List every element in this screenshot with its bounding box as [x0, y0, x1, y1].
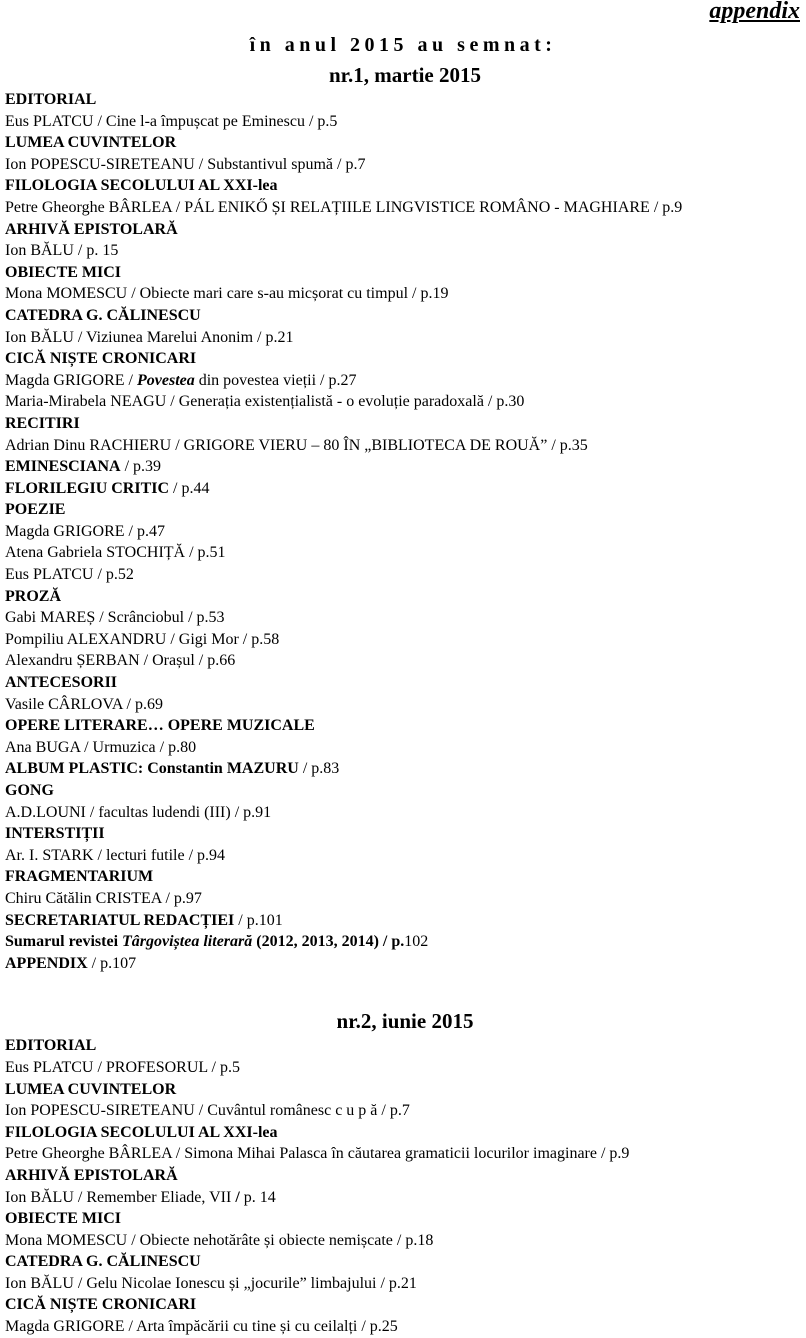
section-heading — [5, 866, 805, 888]
toc-entry — [5, 521, 805, 543]
toc-entry — [5, 1273, 805, 1295]
toc-entry — [5, 1100, 805, 1122]
text-run: Adrian Dinu RACHIERU / GRIGORE VIERU – 80 ÎN „BIBLIOTECA DE ROUĂ” / p.35 — [5, 436, 588, 454]
toc-entry — [5, 456, 805, 478]
table-of-contents — [5, 61, 805, 1338]
text-run: Atena Gabriela STOCHIȚĂ / p.51 — [5, 544, 226, 562]
text-run: APPENDIX — [5, 954, 88, 972]
text-run: Eus PLATCU / PROFESORUL / p.5 — [5, 1058, 240, 1076]
text-run: Ion BĂLU / Remember Eliade, VII — [5, 1188, 236, 1206]
section-heading — [5, 586, 805, 608]
toc-entry — [5, 435, 805, 457]
text-run: Magda GRIGORE / p.47 — [5, 522, 165, 540]
toc-entry — [5, 694, 805, 716]
text-run: EDITORIAL — [5, 1037, 97, 1055]
text-run: (2012, 2013, 2014) / p. — [252, 933, 405, 951]
section-heading — [5, 175, 805, 197]
text-run: CICĂ NIȘTE CRONICARI — [5, 350, 197, 368]
text-run: CATEDRA G. CĂLINESCU — [5, 1253, 201, 1271]
section-heading — [5, 499, 805, 521]
section-heading — [5, 413, 805, 435]
toc-entry — [5, 1143, 805, 1165]
section-heading — [5, 1294, 805, 1316]
text-run: Ion BĂLU / p. 15 — [5, 242, 119, 260]
section-heading — [5, 1165, 805, 1187]
toc-entry — [5, 1187, 805, 1209]
toc-entry — [5, 370, 805, 392]
text-run: RECITIRI — [5, 414, 80, 432]
text-run: CATEDRA G. CĂLINESCU — [5, 306, 201, 324]
text-run: Mona MOMESCU / Obiecte nehotărâte și obiecte nemișcate / p.18 — [5, 1231, 434, 1249]
text-run: A.D.LOUNI / facultas ludendi (III) / p.91 — [5, 803, 272, 821]
page-tag: appendix — [709, 0, 800, 24]
text-run: Petre Gheorghe BÂRLEA / PÁL ENIKŐ ȘI RELAȚIILE LINGVISTICE ROMÂNO - MAGHIARE / p.9 — [5, 198, 683, 216]
section-heading — [5, 348, 805, 370]
text-run: Chiru Cătălin CRISTEA / p.97 — [5, 889, 202, 907]
text-run: Eus PLATCU / Cine l-a împușcat pe Eminescu / p.5 — [5, 112, 338, 130]
section-heading — [5, 1122, 805, 1144]
text-run: Vasile CÂRLOVA / p.69 — [5, 695, 163, 713]
section-heading — [5, 89, 805, 111]
issue-heading: nr.1, martie 2015 — [328, 63, 482, 87]
text-run: FILOLOGIA SECOLULUI AL XXI-lea — [5, 177, 278, 195]
text-run: p. 14 — [239, 1188, 276, 1206]
toc-entry — [5, 111, 805, 133]
toc-entry — [5, 478, 805, 500]
text-run: Ana BUGA / Urmuzica / p.80 — [5, 738, 197, 756]
text-run: Povestea — [136, 371, 195, 389]
text-run: Sumarul revistei — [5, 933, 123, 951]
text-run: Ion BĂLU / Gelu Nicolae Ionescu și „jocurile” limbajului / p.21 — [5, 1274, 417, 1292]
text-run: GONG — [5, 782, 54, 799]
section-heading — [5, 305, 805, 327]
text-run: 102 — [404, 933, 429, 951]
text-run: OBIECTE MICI — [5, 263, 122, 281]
toc-entry — [5, 888, 805, 910]
toc-entry — [5, 629, 805, 651]
toc-entry — [5, 650, 805, 672]
toc-entry — [5, 240, 805, 262]
section-heading — [5, 1208, 805, 1230]
text-run: Pompiliu ALEXANDRU / Gigi Mor / p.58 — [5, 630, 280, 648]
text-run: PROZĂ — [5, 587, 61, 605]
section-heading — [5, 1251, 805, 1273]
text-run: / p.101 — [234, 911, 283, 929]
toc-entry — [5, 564, 805, 586]
text-run: FLORILEGIU CRITIC — [5, 479, 170, 497]
text-run: / p.39 — [120, 458, 162, 476]
text-run: FRAGMENTARIUM — [5, 868, 154, 886]
text-run: / p.107 — [87, 954, 137, 972]
toc-entry — [5, 391, 805, 413]
text-run: ARHIVĂ EPISTOLARĂ — [5, 1166, 178, 1184]
text-run: CICĂ NIȘTE CRONICARI — [5, 1296, 197, 1314]
text-run: / — [235, 1188, 240, 1206]
text-run: / p.44 — [169, 479, 210, 497]
toc-entry — [5, 910, 805, 932]
text-run: Magda GRIGORE / — [5, 371, 137, 389]
toc-entry — [5, 197, 805, 219]
toc-entry — [5, 1230, 805, 1252]
section-heading — [5, 1035, 805, 1057]
text-run: Maria-Mirabela NEAGU / Generația existențialistă - o evoluție paradoxală / p.30 — [5, 393, 525, 411]
toc-entry — [5, 953, 805, 975]
text-run: Ar. I. STARK / lecturi futile / p.94 — [5, 846, 226, 864]
text-run: INTERSTIȚII — [5, 825, 105, 843]
section-heading — [5, 262, 805, 284]
section-heading — [5, 780, 805, 802]
issue-spacer — [5, 974, 805, 1007]
text-run: EDITORIAL — [5, 91, 97, 108]
text-run: LUMEA CUVINTELOR — [5, 134, 177, 152]
text-run: Magda GRIGORE / Arta împăcării cu tine și cu ceilalți / p.25 — [5, 1318, 398, 1336]
text-run: SECRETARIATUL REDACȚIEI — [5, 911, 235, 929]
section-heading — [5, 219, 805, 241]
section-heading — [5, 672, 805, 694]
text-run: Gabi MAREȘ / Scrânciobul / p.53 — [5, 609, 225, 627]
text-run: / p.83 — [298, 760, 340, 778]
toc-entry — [5, 154, 805, 176]
text-run: Alexandru ȘERBAN / Orașul / p.66 — [5, 652, 236, 670]
text-run: LUMEA CUVINTELOR — [5, 1080, 177, 1098]
toc-entry — [5, 327, 805, 349]
text-run: Ion POPESCU-SIRETEANU / Substantivul spumă / p.7 — [5, 155, 366, 173]
toc-entry — [5, 542, 805, 564]
text-run: OPERE LITERARE… OPERE MUZICALE — [5, 717, 315, 735]
text-run: EMINESCIANA — [5, 458, 121, 476]
text-run: POEZIE — [5, 501, 66, 519]
toc-entry — [5, 758, 805, 780]
text-run: Ion BĂLU / Viziunea Marelui Anonim / p.21 — [5, 328, 294, 346]
toc-entry — [5, 737, 805, 759]
text-run: Mona MOMESCU / Obiecte mari care s-au micșorat cu timpul / p.19 — [5, 285, 449, 303]
text-run: Petre Gheorghe BÂRLEA / Simona Mihai Palasca în căutarea gramaticii locurilor imaginare / p.9 — [5, 1145, 630, 1163]
toc-entry — [5, 283, 805, 305]
toc-entry — [5, 802, 805, 824]
text-run: din povestea vieții / p.27 — [194, 371, 357, 389]
section-heading — [5, 1079, 805, 1101]
text-run: ALBUM PLASTIC: Constantin MAZURU — [5, 760, 299, 778]
section-heading — [5, 132, 805, 154]
toc-entry — [5, 1316, 805, 1338]
text-run: Ion POPESCU-SIRETEANU / Cuvântul românesc c u p ă / p.7 — [5, 1102, 410, 1120]
text-run: Eus PLATCU / p.52 — [5, 566, 134, 584]
text-run: FILOLOGIA SECOLULUI AL XXI-lea — [5, 1123, 278, 1141]
issue-heading: nr.2, iunie 2015 — [336, 1009, 474, 1034]
page-title: în anul 2015 au semnat: — [249, 34, 557, 56]
toc-entry — [5, 845, 805, 867]
toc-entry — [5, 931, 805, 953]
text-run: OBIECTE MICI — [5, 1210, 122, 1228]
section-heading — [5, 823, 805, 845]
section-heading — [5, 715, 805, 737]
text-run: ARHIVĂ EPISTOLARĂ — [5, 220, 178, 238]
text-run: ANTECESORII — [5, 674, 118, 692]
text-run: Târgoviștea literară — [122, 933, 253, 951]
toc-entry — [5, 607, 805, 629]
toc-entry — [5, 1057, 805, 1079]
